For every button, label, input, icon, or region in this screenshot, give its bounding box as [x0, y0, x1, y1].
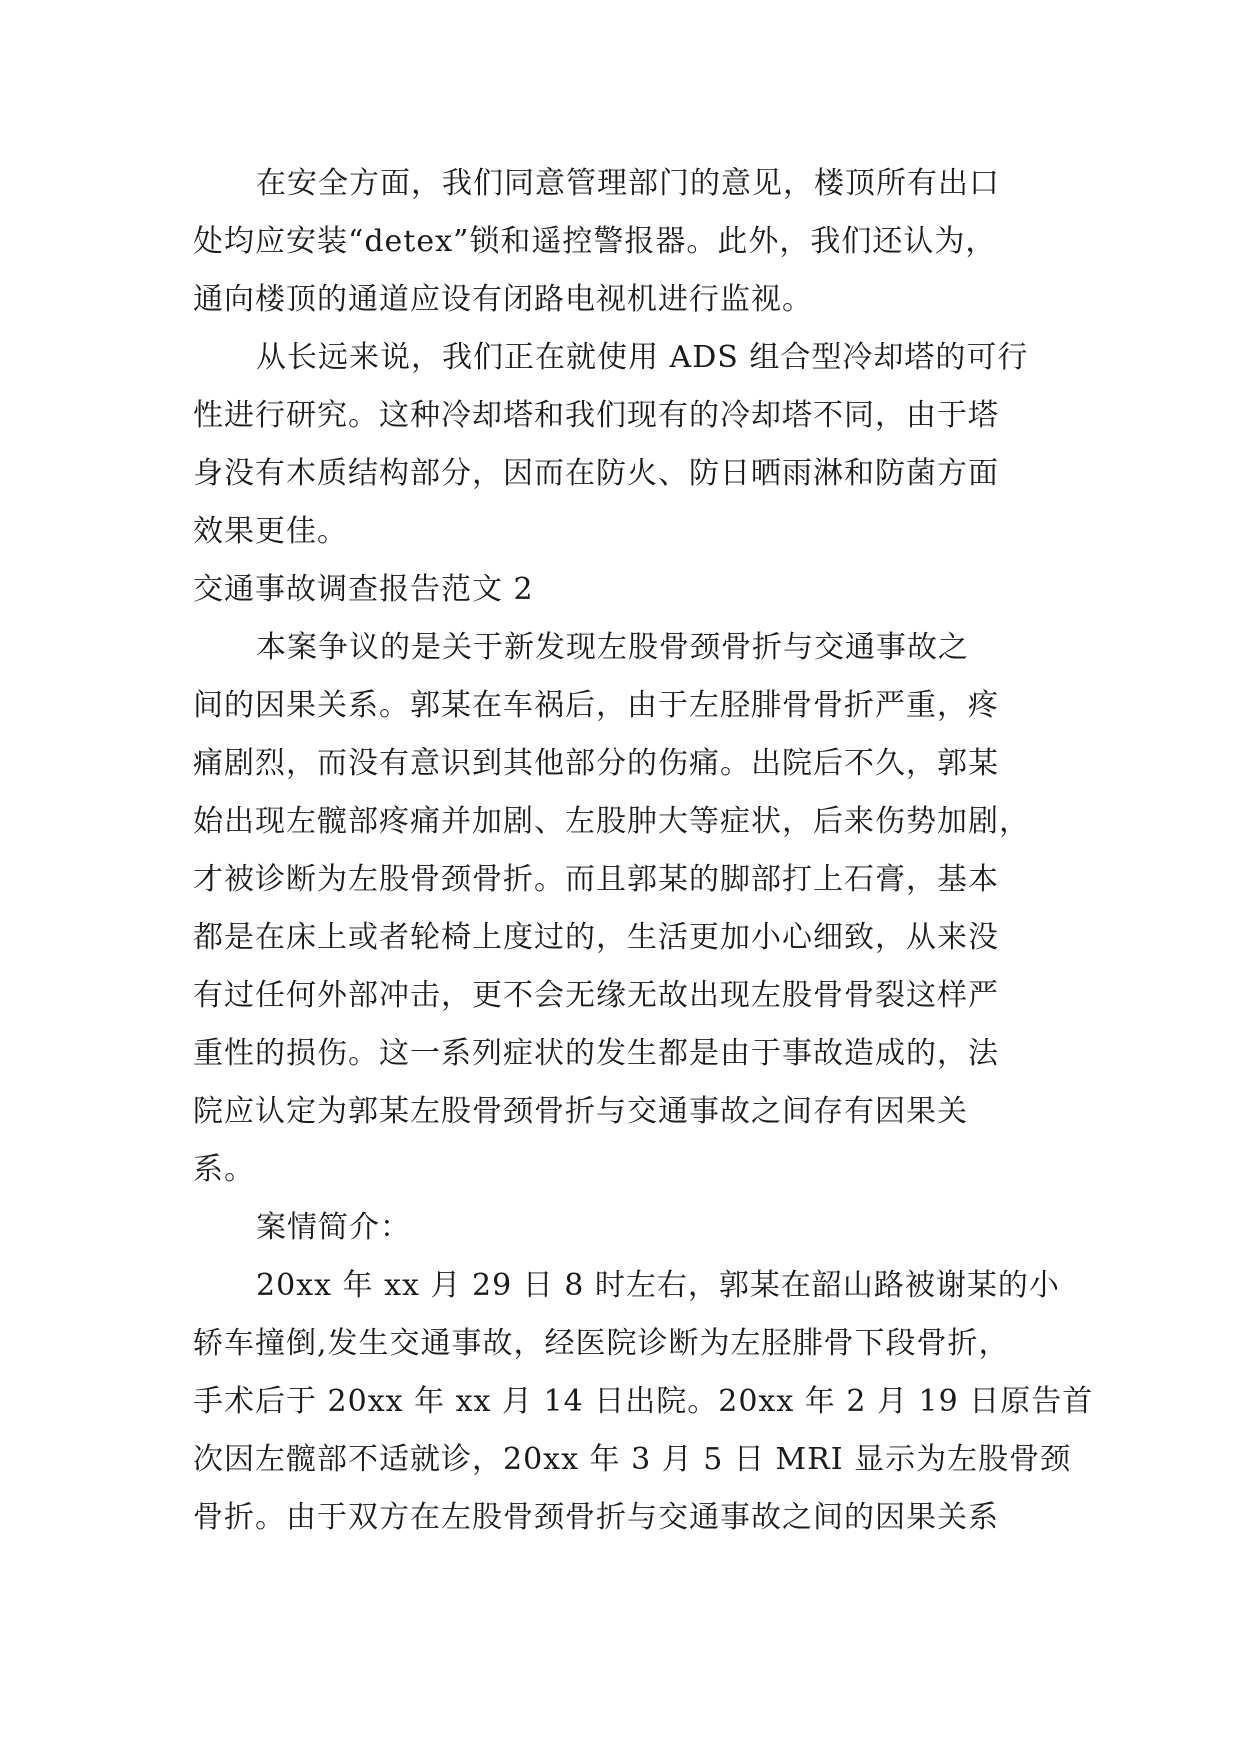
text-line: 本案争议的是关于新发现左股骨颈骨折与交通事故之 — [256, 630, 969, 665]
paragraph-case-summary — [193, 1257, 1094, 1547]
text-line: 间的因果关系。郭某在车祸后，由于左胫腓骨骨折严重，疼 — [193, 688, 999, 723]
text-line: 身没有木质结构部分，因而在防火、防日晒雨淋和防菌方面 — [193, 456, 999, 491]
text-line: 20xx 年 xx 月 29 日 8 时左右，郭某在韶山路被谢某的小 — [256, 1268, 1060, 1303]
text-line: 手术后于 20xx 年 xx 月 14 日出院。20xx 年 2 月 19 日原告首 — [193, 1384, 1094, 1419]
text-line: 才被诊断为左股骨颈骨折。而且郭某的脚部打上石膏，基本 — [193, 862, 999, 897]
text-line: 有过任何外部冲击，更不会无缘无故出现左股骨骨裂这样严 — [193, 978, 999, 1013]
section-heading: 交通事故调查报告范文 2 — [193, 572, 534, 607]
text-line: 院应认定为郭某左股骨颈骨折与交通事故之间存有因果关 — [193, 1094, 968, 1129]
paragraph-cooling-tower — [193, 329, 1073, 561]
text-line: 始出现左髋部疼痛并加剧、左股肿大等症状，后来伤势加剧， — [193, 804, 1030, 839]
text-line: 骨折。由于双方在左股骨颈骨折与交通事故之间的因果关系 — [193, 1500, 999, 1535]
text-line: 系。 — [193, 1152, 255, 1187]
text-line: 效果更佳。 — [193, 514, 348, 549]
paragraph-case-summary-label — [193, 1199, 1073, 1257]
document-body — [193, 155, 1094, 1547]
text-line: 从长远来说，我们正在就使用 ADS 组合型冷却塔的可行 — [256, 340, 1029, 375]
text-line: 次因左髋部不适就诊，20xx 年 3 月 5 日 MRI 显示为左股骨颈 — [193, 1442, 1072, 1477]
text-line: 案情简介： — [256, 1210, 411, 1245]
text-line: 处均应安装“detex”锁和遥控警报器。此外，我们还认为， — [193, 224, 997, 259]
text-line: 都是在床上或者轮椅上度过的，生活更加小心细致，从来没 — [193, 920, 999, 955]
text-line: 轿车撞倒,发生交通事故，经医院诊断为左胫腓骨下段骨折， — [193, 1326, 1010, 1361]
text-line: 在安全方面，我们同意管理部门的意见，楼顶所有出口 — [256, 166, 1000, 201]
text-line: 性进行研究。这种冷却塔和我们现有的冷却塔不同，由于塔 — [193, 398, 999, 433]
text-line: 痛剧烈，而没有意识到其他部分的伤痛。出院后不久，郭某 — [193, 746, 999, 781]
paragraph-security — [193, 155, 1073, 329]
text-line: 通向楼顶的通道应设有闭路电视机进行监视。 — [193, 282, 813, 317]
paragraph-dispute — [193, 619, 1073, 1199]
text-line: 重性的损伤。这一系列症状的发生都是由于事故造成的，法 — [193, 1036, 999, 1071]
